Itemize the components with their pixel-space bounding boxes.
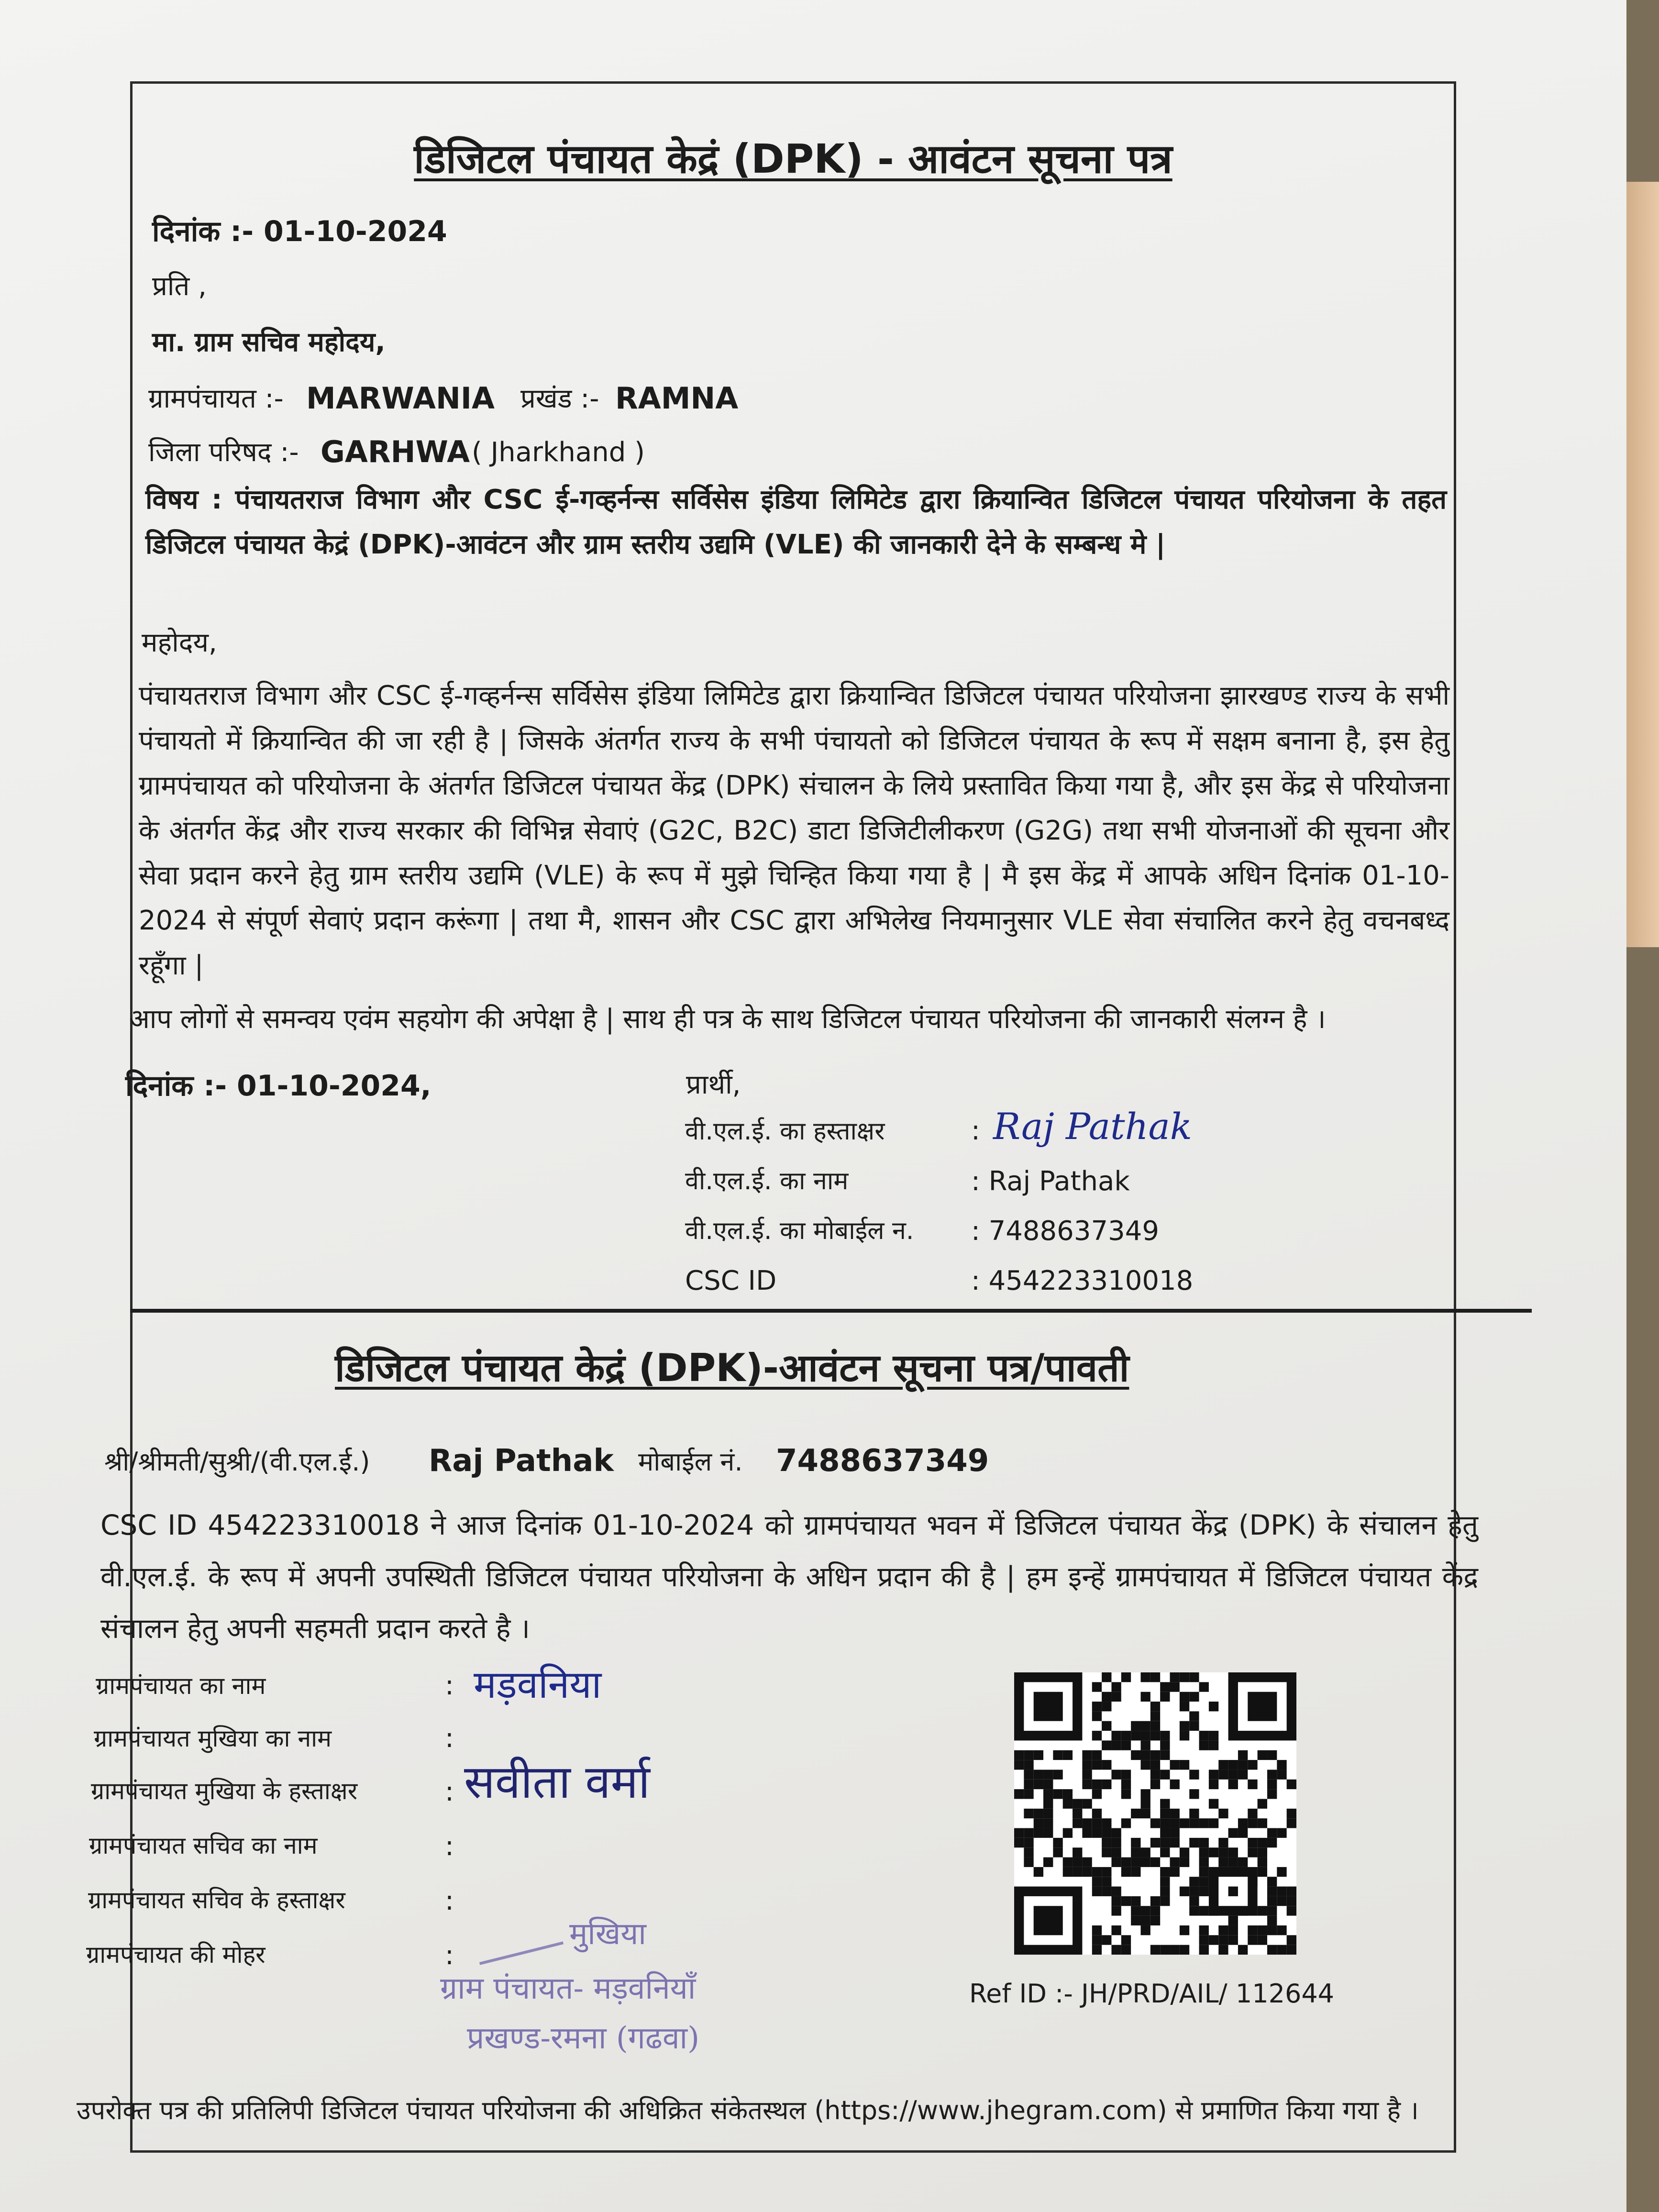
field-mukhiya-sign-label: ग्रामपंचायत मुखिया के हस्ताक्षर — [91, 1777, 358, 1805]
vle-signature: Raj Pathak — [993, 1105, 1192, 1148]
sign-date: दिनांक :- 01-10-2024, — [125, 1069, 431, 1103]
csc-id-label: CSC ID — [685, 1265, 777, 1296]
to-line: प्रति , — [152, 271, 207, 302]
salutation: महोदय, — [142, 627, 217, 658]
letter-title: डिजिटल पंचायत केद्रं (DPK) - आवंटन सूचना पत्र — [414, 135, 1172, 182]
field-gp-name-value: मड़वनिया — [474, 1662, 602, 1707]
footer-note: उपरोक्त पत्र की प्रतिलिपी डिजिटल पंचायत परियोजना की अधिक्रित संकेतस्थल (https://www.jhegram.com) से प्रमाणित किया गया है । — [77, 2095, 1419, 2125]
applicant-label: प्रार्थी, — [686, 1069, 741, 1100]
field-seal-colon: : — [445, 1940, 454, 1971]
addressee: मा. ग्राम सचिव महोदय, — [152, 327, 386, 358]
stamp-line-3: प्रखण्ड-रमना (गढवा) — [467, 2021, 700, 2056]
subject: विषय : पंचायतराज विभाग और CSC ई-गव्हर्नन्स सर्विसेस इंडिया लिमिटेड द्वारा क्रियान्वित डिजिटल पंचायत परियोजना के तहत डिजिटल पंचायत केद्रं (DPK)-आवंटन और ग्राम स्तरीय उद्यमि (VLE) की जानकारी देने के सम्बन्ध मे | — [145, 484, 1447, 560]
field-secretary-name-label: ग्रामपंचायत सचिव का नाम — [89, 1832, 318, 1859]
field-gp-name-colon: : — [445, 1670, 454, 1701]
vle-name-label: वी.एल.ई. का नाम — [685, 1167, 849, 1195]
field-gp-name-label: ग्रामपंचायत का नाम — [96, 1672, 266, 1700]
field-seal-label: ग्रामपंचायत की मोहर — [86, 1941, 265, 1969]
gp-value: MARWANIA — [306, 381, 495, 416]
vle-sign-colon: : — [971, 1115, 980, 1146]
district-value: GARHWA — [321, 434, 470, 469]
vle-name-value: : Raj Pathak — [971, 1166, 1130, 1197]
section-divider — [130, 1309, 1532, 1313]
field-mukhiya-signature: सवीता वर्मा — [464, 1755, 650, 1809]
body-paragraph: पंचायतराज विभाग और CSC ई-गव्हर्नन्स सर्विसेस इंडिया लिमिटेड द्वारा क्रियान्वित डिजिटल पंचायत परियोजना झारखण्ड राज्य के सभी पंचायतो में क्रियान्वित की जा रही है | जिसके अंतर्गत राज्य के सभी पंचायतो को डिजिटल पंचायत के रूप में सक्षम बनाना है, इस हेतु ग्रामपंचायत को परियोजना के अंतर्गत डिजिटल पंचायत केंद्र (DPK) संचालन के लिये प्रस्तावित किया गया है, और इस केंद्र से परियोजना के अंतर्गत केंद्र और राज्य सरकार की विभिन्न सेवाएं (G2C, B2C) डाटा डिजिटीलीकरण (G2G) तथा सभी योजनाओं की सूचना और सेवा प्रदान करने हेतु ग्राम स्तरीय उद्यमि (VLE) के रूप में मुझे चिन्हित किया गया है | मै इस केंद्र में आपके अधिन दिनांक 01-10-2024 से संपूर्ण सेवाएं प्रदान करूंगा | तथा मै, शासन और CSC द्वारा अभिलेख नियमानुसार VLE सेवा संचालित करने हेतु वचनबध्द रहूँगा | — [139, 680, 1449, 981]
field-mukhiya-name-colon: : — [445, 1723, 454, 1754]
field-secretary-sign-label: ग्रामपंचायत सचिव के हस्ताक्षर — [88, 1886, 345, 1914]
stamp-line-2: ग्राम पंचायत- मड़वनियाँ — [440, 1971, 696, 2006]
district-label: जिला परिषद :- — [148, 437, 299, 468]
ref-id: Ref ID :- JH/PRD/AIL/ 112644 — [969, 1979, 1335, 2009]
receipt-title: डिजिटल पंचायत केद्रं (DPK)-आवंटन सूचना पत्र/पावती — [335, 1346, 1129, 1390]
state-value: ( Jharkhand ) — [472, 437, 645, 468]
receipt-mobile-label: मोबाईल नं. — [638, 1447, 743, 1477]
receipt-vle-prefix: श्री/श्रीमती/सुश्री/(वी.एल.ई.) — [104, 1447, 370, 1477]
gp-label: ग्रामपंचायत :- — [148, 383, 284, 414]
letter-date: दिनांक :- 01-10-2024 — [152, 215, 447, 248]
block-value: RAMNA — [615, 381, 739, 416]
field-secretary-sign-colon: : — [445, 1885, 454, 1916]
vle-mobile-label: वी.एल.ई. का मोबाईल न. — [685, 1217, 914, 1245]
receipt-vle-name: Raj Pathak — [429, 1443, 614, 1479]
vle-sign-label: वी.एल.ई. का हस्ताक्षर — [685, 1117, 885, 1146]
field-secretary-name-colon: : — [445, 1831, 454, 1862]
body-closing: आप लोगों से समन्वय एवंम सहयोग की अपेक्षा है | साथ ही पत्र के साथ डिजिटल पंचायत परियोजना की जानकारी संलग्न है । — [129, 1004, 1326, 1035]
field-mukhiya-name-label: ग्रामपंचायत मुखिया का नाम — [94, 1725, 332, 1752]
receipt-statement: CSC ID 454223310018 ने आज दिनांक 01-10-2024 को ग्रामपंचायत भवन में डिजिटल पंचायत केंद्र (DPK) के संचालन हेतु वी.एल.ई. के रूप में अपनी उपस्थिती डिजिटल पंचायत परियोजना के अधिन प्रदान की है | हम इन्हें ग्रामपंचायत में डिजिटल पंचायत केंद्र संचालन हेतु अपनी सहमती प्रदान करते है । — [100, 1509, 1478, 1645]
csc-id-value: : 454223310018 — [971, 1265, 1194, 1296]
field-mukhiya-sign-colon: : — [445, 1776, 454, 1807]
stamp-line-1: मुखिया — [569, 1916, 646, 1952]
receipt-mobile-value: 7488637349 — [776, 1443, 989, 1479]
qr-code — [1014, 1672, 1296, 1955]
block-label: प्रखंड :- — [520, 383, 599, 414]
vle-mobile-value: : 7488637349 — [971, 1216, 1159, 1247]
